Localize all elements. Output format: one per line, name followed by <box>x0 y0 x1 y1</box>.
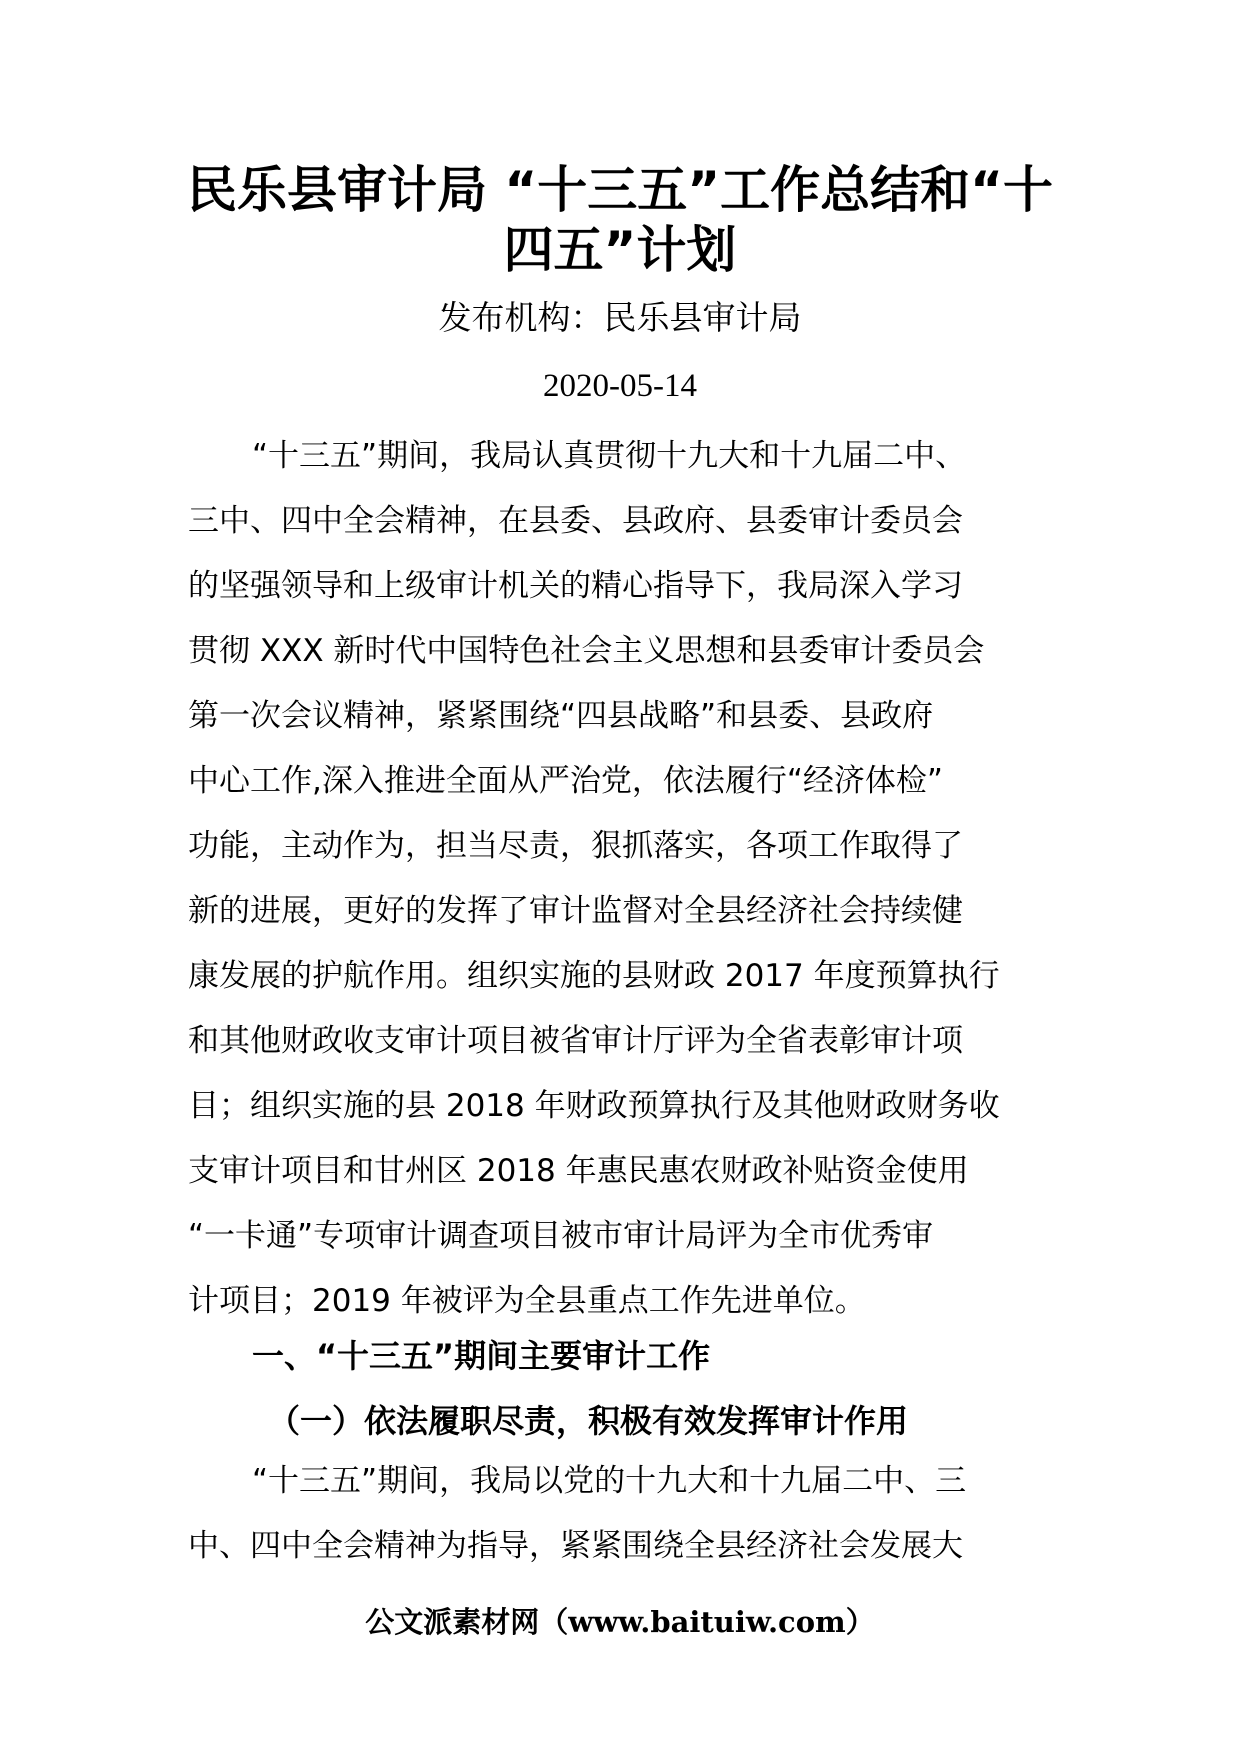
footer-watermark: 公文派素材网（www.baituiw.com） <box>365 1605 875 1639</box>
paragraph-line: 中、四中全会精神为指导，紧紧围绕全县经济社会发展大 <box>188 1528 963 1564</box>
section-heading: 一、“十三五”期间主要审计工作 <box>252 1337 711 1375</box>
paragraph-line: “十三五”期间，我局以党的十九大和十九届二中、三 <box>252 1463 967 1499</box>
paragraph-line: 贯彻 XXX 新时代中国特色社会主义思想和县委审计委员会 <box>188 633 985 669</box>
paragraph-line: “十三五”期间，我局认真贯彻十九大和十九届二中、 <box>252 438 967 474</box>
paragraph-line: 第一次会议精神，紧紧围绕“四县战略”和县委、县政府 <box>188 698 934 734</box>
publish-date: 2020-05-14 <box>543 368 697 404</box>
document-title <box>170 160 1070 280</box>
title-line: 四五”计划 <box>503 221 737 279</box>
paragraph-line: “一卡通”专项审计调查项目被市审计局评为全市优秀审 <box>188 1218 934 1254</box>
body-paragraph-1 <box>188 424 1068 1334</box>
paragraph-line: 支审计项目和甘州区 2018 年惠民惠农财政补贴资金使用 <box>188 1153 969 1189</box>
paragraph-line: 中心工作,深入推进全面从严治党，依法履行“经济体检” <box>188 763 943 799</box>
paragraph-line: 目；组织实施的县 2018 年财政预算执行及其他财政财务收 <box>188 1088 1000 1124</box>
paragraph-line: 功能，主动作为，担当尽责，狠抓落实，各项工作取得了 <box>188 828 963 864</box>
paragraph-line: 三中、四中全会精神，在县委、县政府、县委审计委员会 <box>188 503 963 539</box>
subsection-heading: （一）依法履职尽责，积极有效发挥审计作用 <box>268 1402 909 1440</box>
title-line: 民乐县审计局 “十三五”工作总结和“十 <box>187 161 1053 219</box>
paragraph-line: 计项目；2019 年被评为全县重点工作先进单位。 <box>188 1283 866 1319</box>
paragraph-line: 康发展的护航作用。组织实施的县财政 2017 年度预算执行 <box>188 958 1000 994</box>
paragraph-line: 的坚强领导和上级审计机关的精心指导下，我局深入学习 <box>188 568 963 604</box>
paragraph-line: 和其他财政收支审计项目被省审计厅评为全省表彰审计项 <box>188 1023 963 1059</box>
paragraph-line: 新的进展，更好的发挥了审计监督对全县经济社会持续健 <box>188 893 963 929</box>
body-paragraph-2 <box>188 1449 1068 1579</box>
publisher-line: 发布机构：民乐县审计局 <box>438 298 802 337</box>
